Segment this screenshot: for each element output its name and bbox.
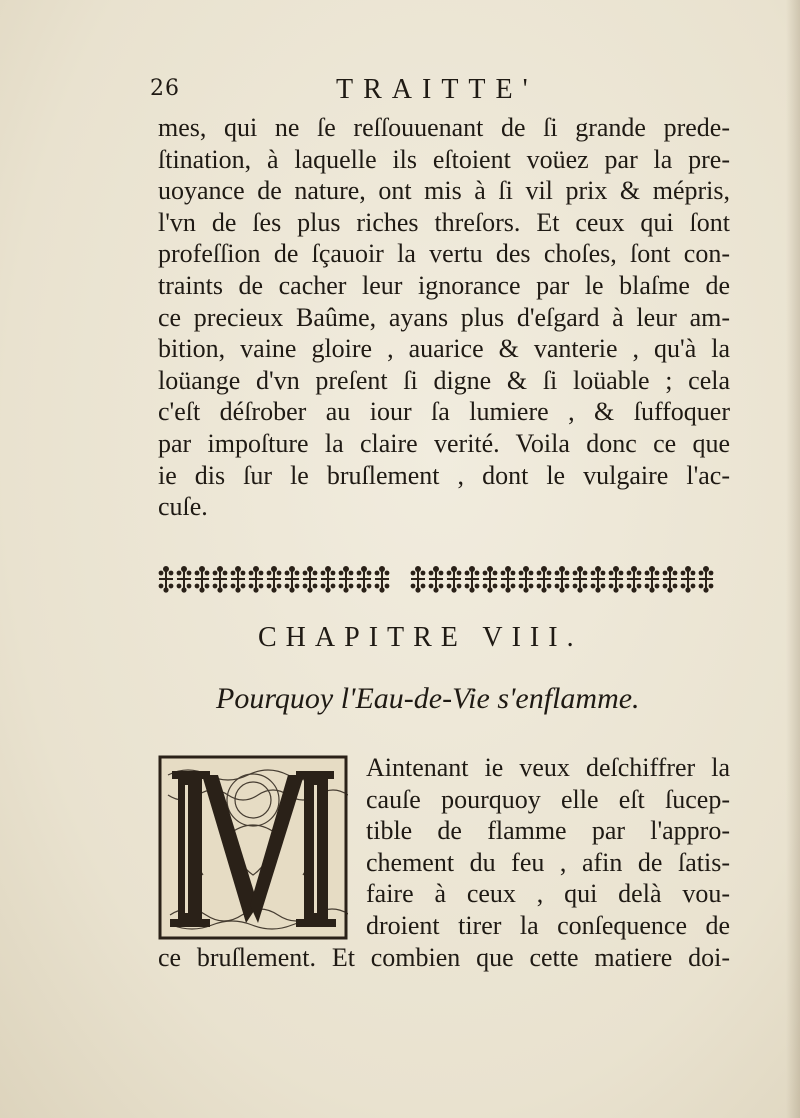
text-line: l'vn de ſes plus riches threſors. Et ceux qui ſont <box>158 207 730 237</box>
text-line: cuſe. <box>158 492 208 522</box>
text-line: chement du feu , afin de ſatis- <box>366 847 730 877</box>
fleuron-unit <box>159 566 174 593</box>
text-line: c'eſt déſrober au iour ſa lumiere , & ſuffoquer <box>158 397 730 427</box>
fleuron-unit <box>699 566 714 593</box>
text-line: ie dis ſur le bruſlement , dont le vulgaire l'ac- <box>158 460 730 490</box>
fleuron-unit <box>375 566 390 593</box>
text-line: uoyance de nature, ont mis à ſi vil prix & mépris, <box>158 176 730 206</box>
text-line: profeſſion de ſçauoir la vertu des choſes, ſont con- <box>158 239 730 269</box>
chapter-continued-text <box>158 942 730 974</box>
text-line: Aintenant ie veux deſchiffrer la <box>366 753 730 782</box>
fleuron-ornament-icon <box>155 560 727 596</box>
fleuron-unit <box>177 566 192 593</box>
fleuron-unit <box>555 566 570 593</box>
fleuron-unit <box>627 566 642 593</box>
decorated-initial-m-icon <box>158 755 348 940</box>
fleuron-unit <box>303 566 318 593</box>
fleuron-unit <box>681 566 696 593</box>
fleuron-unit <box>249 566 264 593</box>
fleuron-unit <box>483 566 498 593</box>
fleuron-ornament-band <box>155 560 727 596</box>
text-line: ce precieux Baûme, ayans plus d'eſgard à leur am- <box>158 302 730 332</box>
fleuron-unit <box>501 566 516 593</box>
fleuron-unit <box>465 566 480 593</box>
fleuron-unit <box>321 566 336 593</box>
fleuron-unit <box>519 566 534 593</box>
page-number: 26 <box>150 76 180 101</box>
page-header <box>150 74 730 114</box>
fleuron-unit <box>609 566 624 593</box>
text-line: traints de cacher leur ignorance par le blaſme de <box>158 270 730 300</box>
chapter-heading: CHAPITRE VIII. <box>258 622 583 653</box>
fleuron-unit <box>213 566 228 593</box>
text-line: tible de flamme par l'appro- <box>366 816 730 846</box>
fleuron-unit <box>573 566 588 593</box>
fleuron-unit <box>429 566 444 593</box>
text-line: bition, vaine gloire , auarice & vanterie , qu'à la <box>158 334 730 364</box>
chapter-opening-text <box>366 752 730 942</box>
chapter-subtitle: Pourquoy l'Eau-de-Vie s'enflamme. <box>216 682 640 715</box>
text-line: ſtination, à laquelle ils eſtoient voüez par la pre- <box>158 144 730 174</box>
text-line: loüange d'vn preſent ſi digne & ſi loüable ; cela <box>158 365 730 395</box>
text-line: ce bruſlement. Et combien que cette matiere doi- <box>158 943 730 972</box>
fleuron-unit <box>267 566 282 593</box>
fleuron-unit <box>285 566 300 593</box>
text-line: cauſe pourquoy elle eſt ſucep- <box>366 784 730 814</box>
text-line: mes, qui ne ſe reſſouuenant de ſi grande prede- <box>158 113 730 142</box>
fleuron-unit <box>645 566 660 593</box>
fleuron-unit <box>537 566 552 593</box>
fleuron-unit <box>357 566 372 593</box>
body-paragraph <box>158 112 730 523</box>
fleuron-unit <box>591 566 606 593</box>
fleuron-unit <box>195 566 210 593</box>
text-line: droient tirer la conſequence de <box>366 910 730 940</box>
text-line: par impoſture la claire verité. Voila donc ce que <box>158 428 730 458</box>
running-head: TRAITTE' <box>336 74 538 105</box>
fleuron-unit <box>231 566 246 593</box>
page-edge-shadow <box>786 0 800 1118</box>
fleuron-unit <box>447 566 462 593</box>
text-line: faire à ceux , qui delà vou- <box>366 879 730 909</box>
fleuron-unit <box>411 566 426 593</box>
fleuron-unit <box>663 566 678 593</box>
fleuron-unit <box>339 566 354 593</box>
